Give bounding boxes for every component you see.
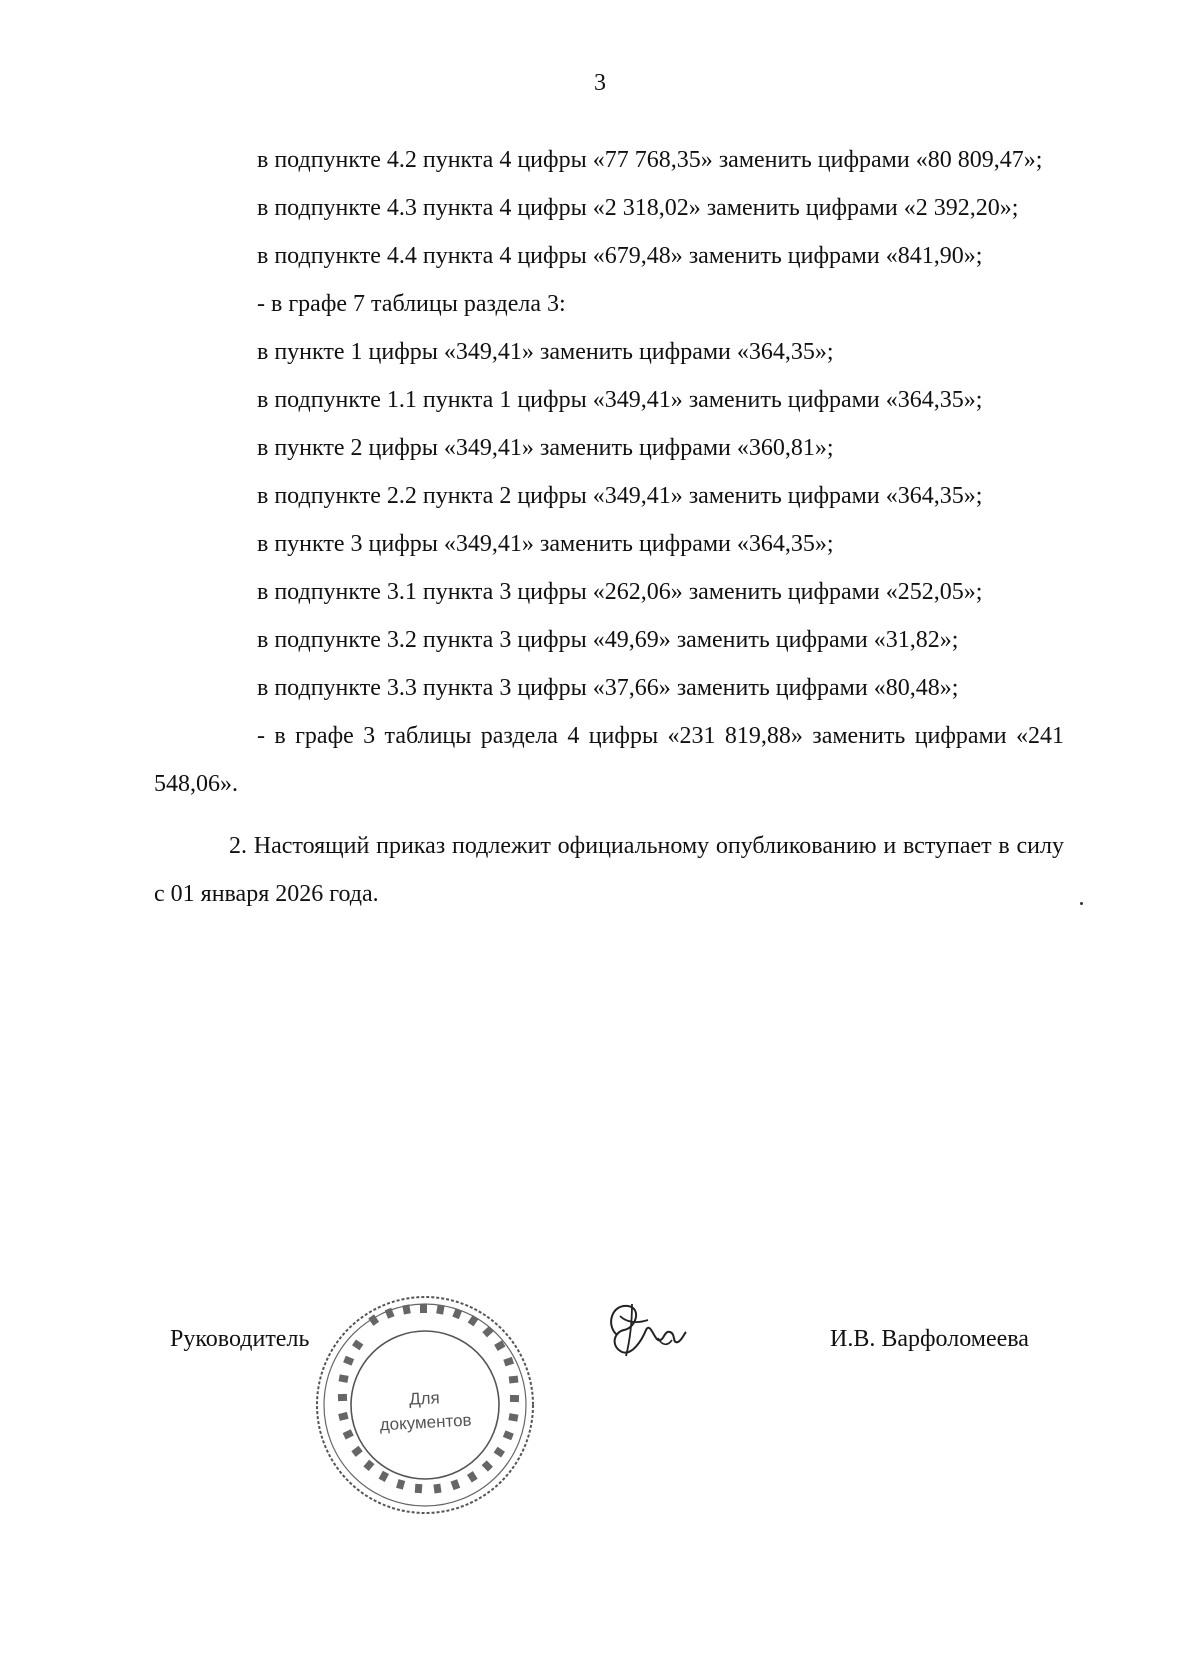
amendment-item: в пункте 3 цифры «349,41» заменить цифрами «364,35»; (257, 531, 834, 557)
amendment-item: в пункте 1 цифры «349,41» заменить цифрами «364,35»; (257, 339, 834, 365)
page-number: 3 (594, 70, 606, 96)
amendment-item: в подпункте 2.2 пункта 2 цифры «349,41» заменить цифрами «364,35»; (257, 483, 983, 509)
amendment-item: в подпункте 3.1 пункта 3 цифры «262,06» заменить цифрами «252,05»; (257, 579, 983, 605)
handwritten-signature (602, 1294, 688, 1366)
amendment-item: в подпункте 4.3 пункта 4 цифры «2 318,02» заменить цифрами «2 392,20»; (257, 195, 1019, 221)
amendment-section-heading: - в графе 7 таблицы раздела 3: (257, 291, 566, 317)
amendment-item: в подпункте 4.2 пункта 4 цифры «77 768,35» заменить цифрами «80 809,47»; (257, 147, 1043, 173)
clause-2-publication: 2. Настоящий приказ подлежит официальному опубликованию и вступает в силу с 01 января 2026 года. (154, 833, 1064, 907)
amendment-item: в подпункте 1.1 пункта 1 цифры «349,41» заменить цифрами «364,35»; (257, 387, 983, 413)
amendment-item: в подпункте 3.3 пункта 3 цифры «37,66» заменить цифрами «80,48»; (257, 675, 959, 701)
stamp-center-line: Для (408, 1388, 441, 1409)
amendment-item: в пункте 2 цифры «349,41» заменить цифрами «360,81»; (257, 435, 834, 461)
stamp-center-line: документов (379, 1410, 473, 1435)
amendment-item: - в графе 3 таблицы раздела 4 цифры «231 819,88» заменить цифрами «241 548,06». (154, 723, 1064, 797)
signatory-name: И.В. Варфоломеева (830, 1326, 1029, 1352)
document-body (154, 136, 1064, 918)
scan-artifact (1080, 902, 1083, 905)
signatory-title: Руководитель (170, 1326, 310, 1352)
amendment-item: в подпункте 4.4 пункта 4 цифры «679,48» заменить цифрами «841,90»; (257, 243, 983, 269)
amendment-item: в подпункте 3.2 пункта 3 цифры «49,69» заменить цифрами «31,82»; (257, 627, 959, 653)
